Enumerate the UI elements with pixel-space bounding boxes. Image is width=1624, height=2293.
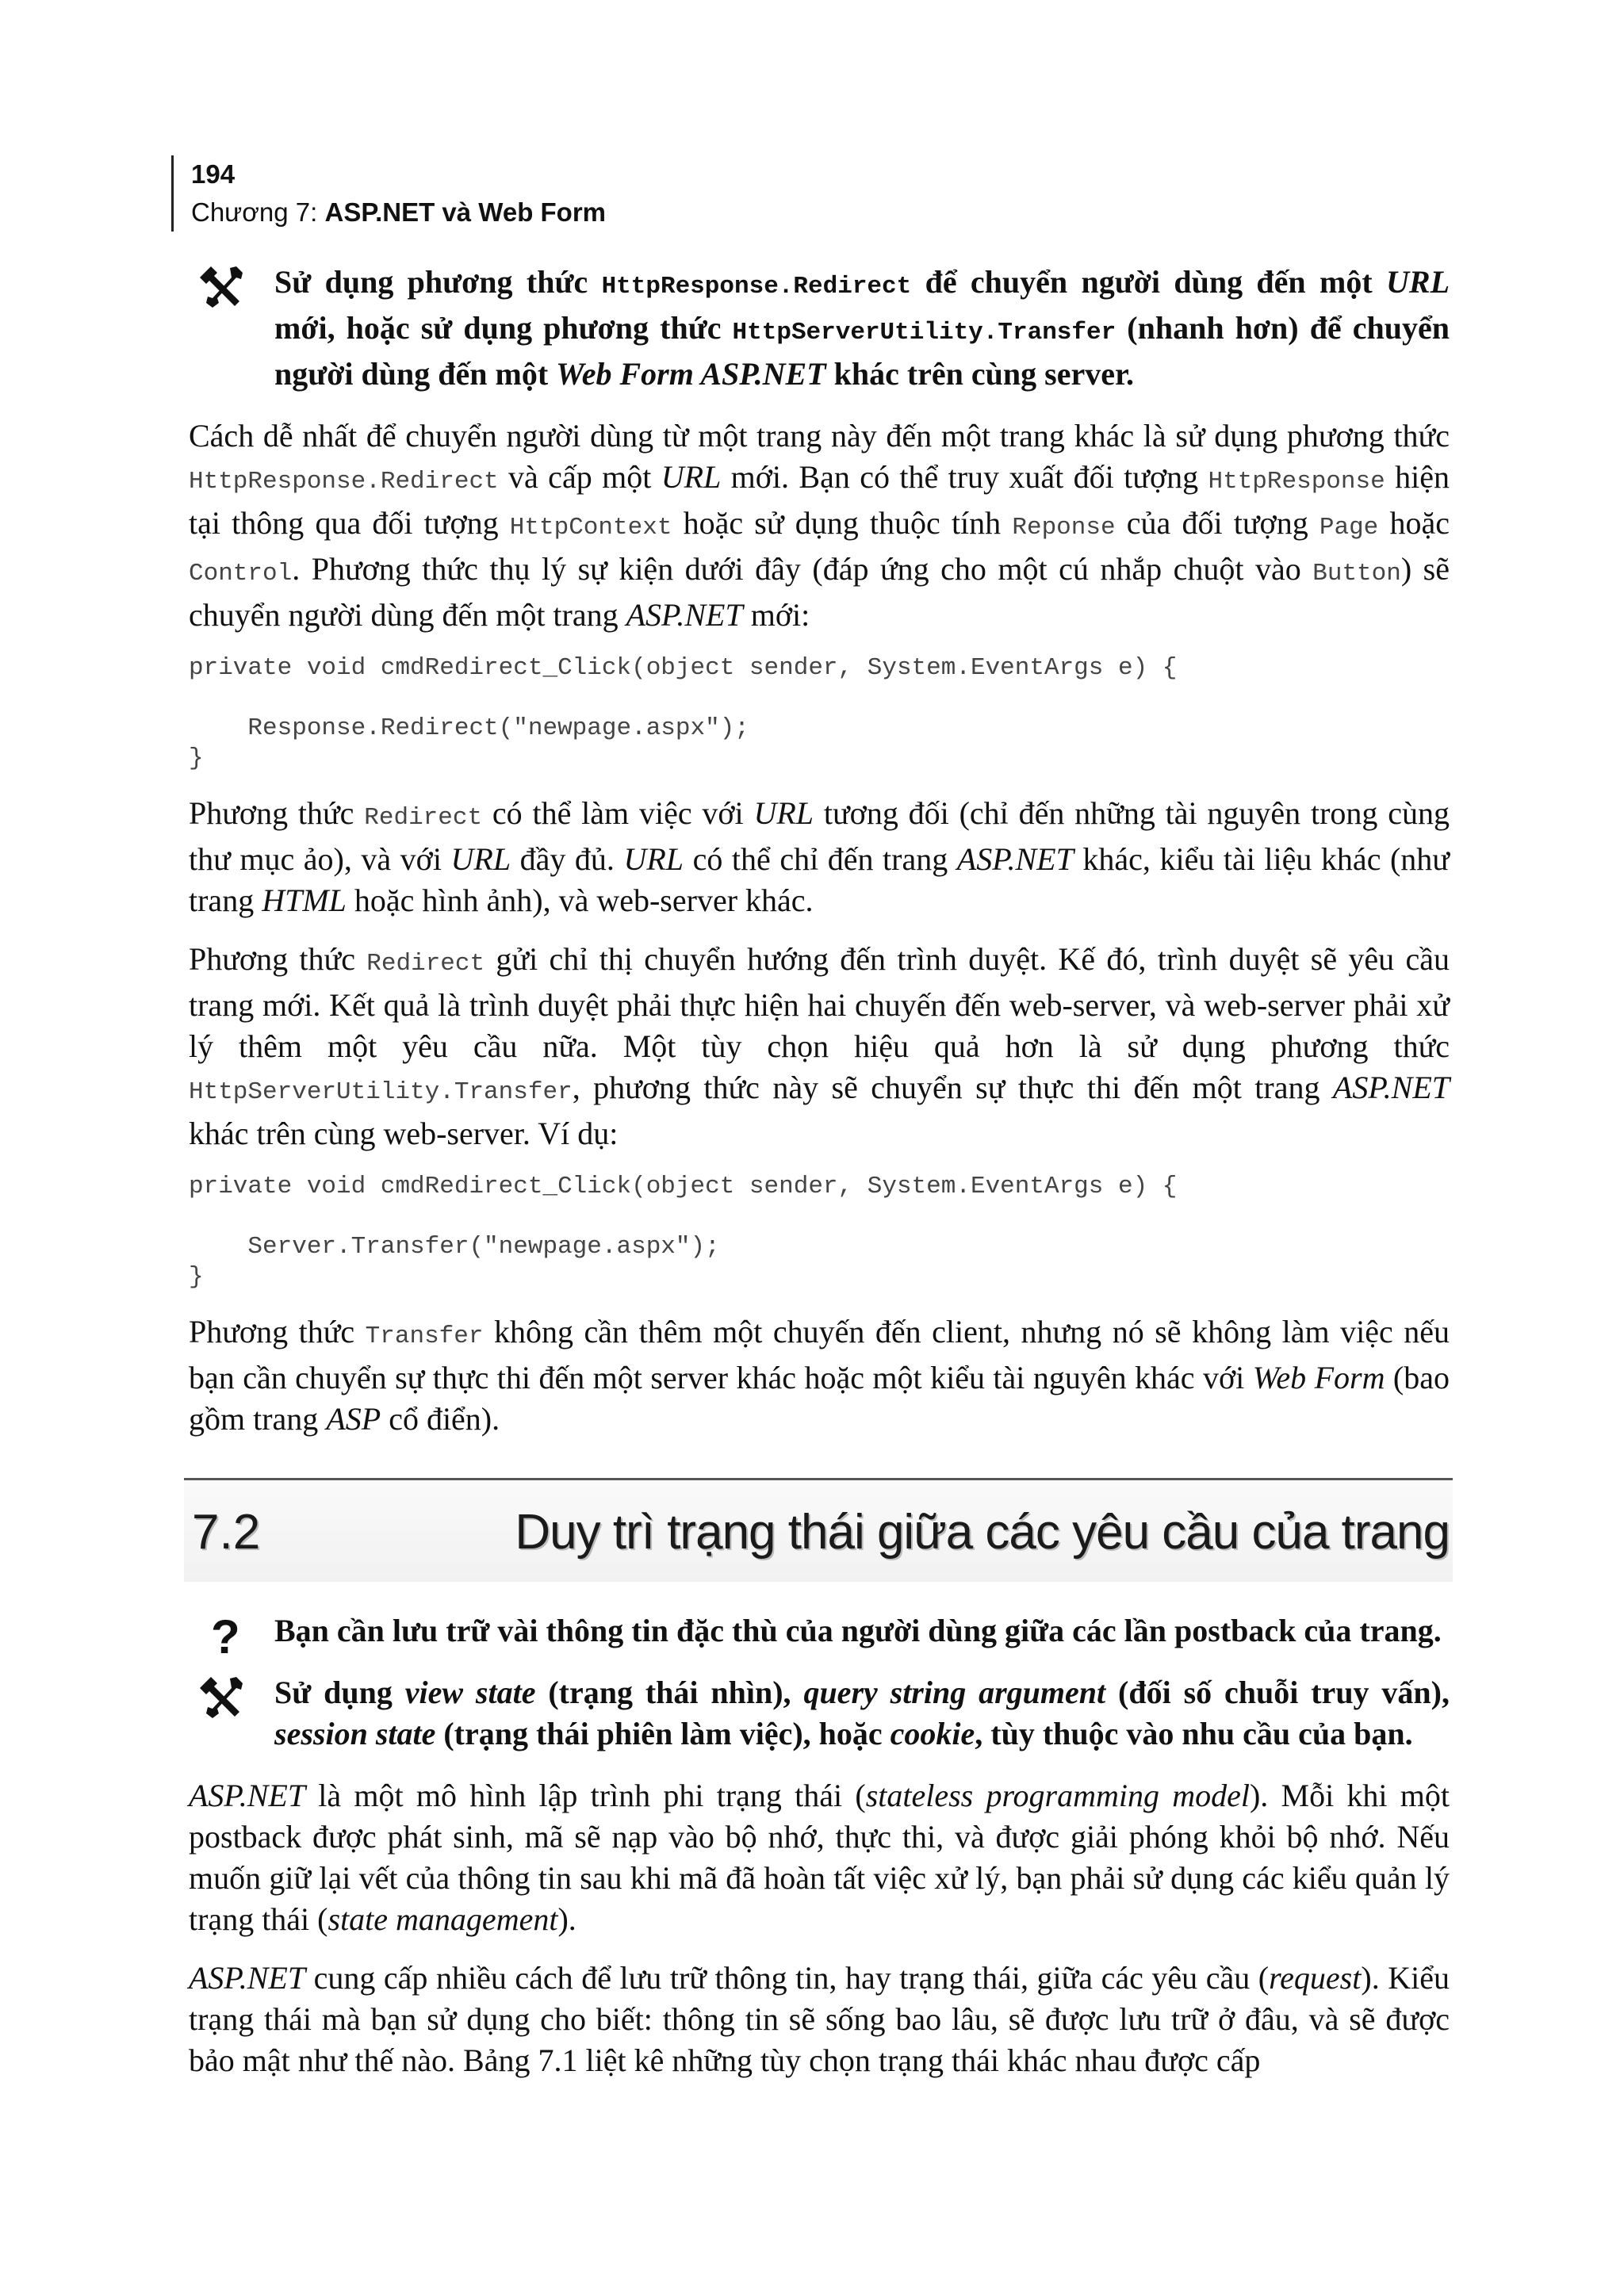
chapter-name: ASP.NET và Web Form xyxy=(324,197,607,227)
solution-callout xyxy=(189,262,1450,395)
page-content xyxy=(189,262,1450,2099)
section-header xyxy=(184,1478,1453,1582)
paragraph-redirect-intro: Cách dễ nhất để chuyển người dùng từ một trang này đến một trang khác là sử dụng phương thức HttpResponse.Redirect và cấp một URL mới. Bạn có thể truy xuất đối tượng HttpResponse hiện tại thông qua đối tượng HttpContext hoặc sử dụng thuộc tính Reponse của đối tượng Page hoặc Control. Phương thức thụ lý sự kiện dưới đây (đáp ứng cho một cú nhắp chuột vào Button) sẽ chuyển người dùng đến một trang ASP.NET mới: xyxy=(189,418,1450,633)
solution-text: Sử dụng phương thức HttpResponse.Redirect để chuyển người dùng đến một URL mới, hoặc sử dụng phương thức HttpServerUtility.Transfer (nhanh hơn) để chuyển người dùng đến một Web Form ASP.NET khác trên cùng server. xyxy=(274,264,1450,392)
code-block-redirect: private void cmdRedirect_Click(object sender, System.EventArgs e) { Response.Redirect("newpage.aspx"); } xyxy=(189,654,1178,772)
solution-text-state: Sử dụng view state (trạng thái nhìn), query string argument (đối số chuỗi truy vấn), session state (trạng thái phiên làm việc), hoặc cookie, tùy thuộc vào nhu cầu của bạn. xyxy=(274,1675,1450,1751)
tools-icon xyxy=(200,265,247,309)
section-title: Duy trì trạng thái giữa các yêu cầu của trang xyxy=(515,1505,1450,1560)
section-number: 7.2 xyxy=(192,1505,261,1560)
problem-text: Bạn cần lưu trữ vài thông tin đặc thù của người dùng giữa các lần postback của trang. xyxy=(274,1613,1442,1648)
page-header xyxy=(171,155,905,232)
chapter-heading xyxy=(191,193,905,232)
page-number: 194 xyxy=(191,159,236,189)
solution-callout-state xyxy=(189,1672,1450,1755)
code-block-transfer: private void cmdRedirect_Click(object sender, System.EventArgs e) { Server.Transfer("newpage.aspx"); } xyxy=(189,1173,1178,1291)
paragraph-redirect-urls: Phương thức Redirect có thể làm việc với URL tương đối (chỉ đến những tài nguyên trong cùng thư mục ảo), và với URL đầy đủ. URL có thể chỉ đến trang ASP.NET khác, kiểu tài liệu khác (như trang HTML hoặc hình ảnh), và web-server khác. xyxy=(189,795,1450,918)
svg-text:?: ? xyxy=(211,1614,240,1658)
paragraph-transfer-note: Phương thức Transfer không cần thêm một chuyến đến client, nhưng nó sẽ không làm việc nếu bạn cần chuyển sự thực thi đến một server khác hoặc một kiểu tài nguyên khác với Web Form (bao gồm trang ASP cổ điển). xyxy=(189,1314,1450,1437)
tools-icon xyxy=(200,1675,247,1720)
question-mark-icon xyxy=(200,1614,247,1658)
paragraph-stateless: ASP.NET là một mô hình lập trình phi trạng thái (stateless programming model). Mỗi khi một postback được phát sinh, mã sẽ nạp vào bộ nhớ, thực thi, và được giải phóng khỏi bộ nhớ. Nếu muốn giữ lại vết của thông tin sau khi mã đã hoàn tất việc xử lý, bạn phải sử dụng các kiểu quản lý trạng thái (state management). xyxy=(189,1778,1450,1937)
paragraph-state-options: ASP.NET cung cấp nhiều cách để lưu trữ thông tin, hay trạng thái, giữa các yêu cầu (request). Kiểu trạng thái mà bạn sử dụng cho biết: thông tin sẽ sống bao lâu, sẽ được lưu trữ ở đâu, và sẽ được bảo mật như thế nào. Bảng 7.1 liệt kê những tùy chọn trạng thái khác nhau được cấp xyxy=(189,1960,1450,2078)
paragraph-transfer-intro: Phương thức Redirect gửi chỉ thị chuyển hướng đến trình duyệt. Kế đó, trình duyệt sẽ yêu cầu trang mới. Kết quả là trình duyệt phải thực hiện hai chuyến đến web-server, và web-server phải xử lý thêm một yêu cầu nữa. Một tùy chọn hiệu quả hơn là sử dụng phương thức HttpServerUtility.Transfer, phương thức này sẽ chuyển sự thực thi đến một trang ASP.NET khác trên cùng web-server. Ví dụ: xyxy=(189,941,1450,1151)
problem-callout xyxy=(189,1610,1450,1658)
chapter-prefix: Chương 7: xyxy=(191,197,325,227)
